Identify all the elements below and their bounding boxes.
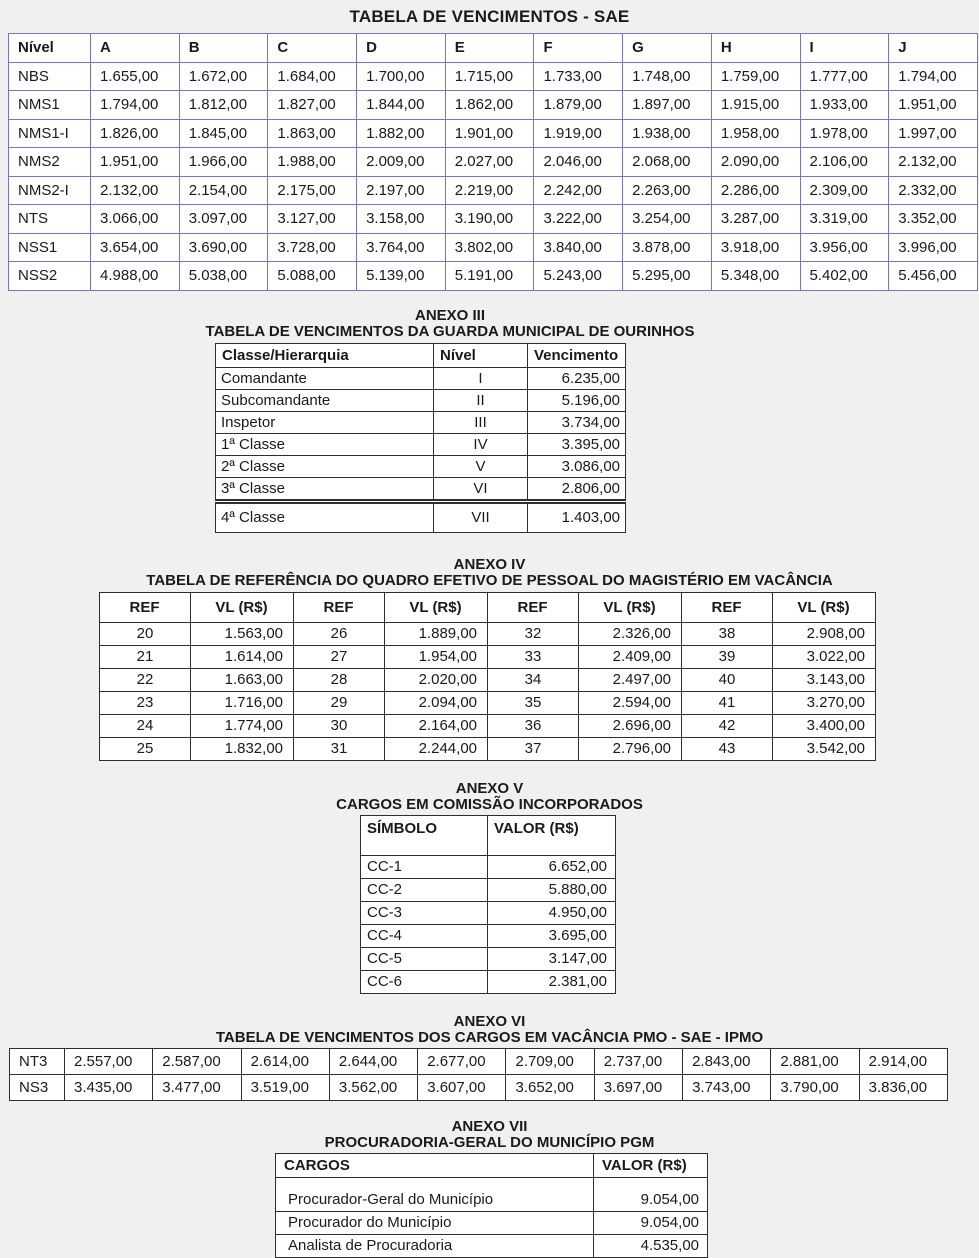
anexo7-header-cell: CARGOS [276,1153,594,1177]
sae-cell: 2.068,00 [623,148,712,177]
anexo4-cell: 26 [294,622,385,645]
anexo3-cell: 2.806,00 [528,477,626,501]
anexo5-cell: 3.147,00 [488,947,616,970]
anexo4-header-cell: VL (R$) [385,592,488,622]
anexo5-header-cell: VALOR (R$) [488,815,616,855]
anexo7-cell: Analista de Procuradoria [276,1234,594,1257]
anexo6-cell: 2.737,00 [594,1048,682,1074]
anexo3-cell: III [434,411,528,433]
anexo5-heading: ANEXO V [455,779,524,797]
anexo4-cell: 3.022,00 [773,645,876,668]
table-row [361,878,616,901]
anexo4-header-cell: REF [682,592,773,622]
anexo4-cell: 2.696,00 [579,714,682,737]
sae-cell: 1.826,00 [91,119,180,148]
anexo4-cell: 39 [682,645,773,668]
sae-cell: 1.882,00 [357,119,446,148]
anexo3-cell: 2ª Classe [216,455,434,477]
sae-cell: NSS1 [9,233,91,262]
anexo5-section [0,781,979,994]
table-row [9,205,978,234]
sae-cell: 2.242,00 [534,176,623,205]
anexo5-cell: CC-1 [361,855,488,878]
anexo4-cell: 20 [100,622,191,645]
sae-cell: 3.066,00 [91,205,180,234]
sae-cell: 1.933,00 [800,91,889,120]
anexo4-cell: 37 [488,737,579,760]
sae-cell: 1.863,00 [268,119,357,148]
anexo3-cell: IV [434,433,528,455]
sae-cell: 2.309,00 [800,176,889,205]
anexo7-cell: 9.054,00 [594,1211,708,1234]
table-row [216,433,626,455]
anexo4-cell: 1.614,00 [191,645,294,668]
anexo3-header-row [216,343,626,367]
anexo7-header-cell: VALOR (R$) [594,1153,708,1177]
table-row [276,1234,708,1257]
anexo4-cell: 2.497,00 [579,668,682,691]
sae-cell: NTS [9,205,91,234]
anexo3-cell: 1.403,00 [528,501,626,532]
sae-cell: 5.456,00 [889,262,978,291]
sae-header-cell: D [357,34,446,63]
sae-cell: 3.222,00 [534,205,623,234]
anexo3-cell: 6.235,00 [528,367,626,389]
sae-cell: 3.654,00 [91,233,180,262]
anexo7-cell: Procurador do Município [276,1211,594,1234]
anexo5-cell: CC-2 [361,878,488,901]
table-row [10,1048,948,1074]
anexo3-cell: 1ª Classe [216,433,434,455]
sae-cell: 3.840,00 [534,233,623,262]
sae-cell: 3.690,00 [179,233,268,262]
anexo4-cell: 1.889,00 [385,622,488,645]
anexo4-cell: 34 [488,668,579,691]
anexo3-header-cell: Vencimento [528,343,626,367]
anexo4-cell: 2.908,00 [773,622,876,645]
sae-cell: 2.154,00 [179,176,268,205]
anexo4-cell: 24 [100,714,191,737]
sae-header-cell: I [800,34,889,63]
sae-cell: 4.988,00 [91,262,180,291]
table-row [9,91,978,120]
anexo4-cell: 2.244,00 [385,737,488,760]
sae-cell: NBS [9,62,91,91]
table-row [9,176,978,205]
sae-cell: 1.978,00 [800,119,889,148]
sae-header-cell: B [179,34,268,63]
sae-cell: 3.956,00 [800,233,889,262]
sae-cell: 5.295,00 [623,262,712,291]
anexo3-header-cell: Classe/Hierarquia [216,343,434,367]
sae-vencimentos-table [8,33,978,291]
anexo6-cell: 3.652,00 [506,1074,594,1100]
anexo5-header-row [361,815,616,855]
sae-cell: 3.097,00 [179,205,268,234]
anexo3-cell: 3.734,00 [528,411,626,433]
sae-cell: 1.997,00 [889,119,978,148]
sae-cell: 1.715,00 [445,62,534,91]
table-row [100,691,876,714]
anexo6-section [0,1014,979,1101]
sae-header-cell: G [623,34,712,63]
sae-header-cell: H [711,34,800,63]
anexo3-cell: 3.086,00 [528,455,626,477]
sae-cell: 2.263,00 [623,176,712,205]
anexo7-subtitle: PROCURADORIA-GERAL DO MUNICÍPIO PGM [324,1133,655,1151]
sae-cell: 2.090,00 [711,148,800,177]
sae-cell: 1.958,00 [711,119,800,148]
anexo4-cell: 3.143,00 [773,668,876,691]
anexo6-cell: 2.587,00 [153,1048,241,1074]
table-row [100,714,876,737]
anexo4-cell: 3.270,00 [773,691,876,714]
anexo6-cell: 3.562,00 [329,1074,417,1100]
sae-cell: 5.088,00 [268,262,357,291]
anexo4-cell: 2.326,00 [579,622,682,645]
anexo4-cell: 21 [100,645,191,668]
table-row [9,262,978,291]
anexo6-cell: 3.743,00 [683,1074,771,1100]
anexo4-cell: 35 [488,691,579,714]
anexo4-cell: 3.400,00 [773,714,876,737]
anexo6-cell: 3.607,00 [418,1074,506,1100]
table-row [9,119,978,148]
anexo3-cell: Comandante [216,367,434,389]
anexo4-cell: 40 [682,668,773,691]
table-row [100,737,876,760]
anexo4-header-cell: VL (R$) [191,592,294,622]
anexo5-cell: CC-5 [361,947,488,970]
sae-header-cell: E [445,34,534,63]
sae-cell: 3.190,00 [445,205,534,234]
anexo5-cell: 6.652,00 [488,855,616,878]
sae-table-title: TABELA DE VENCIMENTOS - SAE [349,7,630,26]
anexo4-cell: 31 [294,737,385,760]
anexo4-cell: 30 [294,714,385,737]
table-row [9,148,978,177]
anexo3-cell: V [434,455,528,477]
sae-cell: 2.332,00 [889,176,978,205]
sae-header-cell: J [889,34,978,63]
sae-cell: 1.844,00 [357,91,446,120]
anexo3-cell: VI [434,477,528,501]
sae-cell: 1.966,00 [179,148,268,177]
sae-cell: NMS1-I [9,119,91,148]
anexo4-cell: 23 [100,691,191,714]
anexo5-cell: 5.880,00 [488,878,616,901]
anexo6-cell: 3.836,00 [859,1074,947,1100]
sae-cell: 3.996,00 [889,233,978,262]
sae-header-cell: Nível [9,34,91,63]
sae-cell: 1.951,00 [91,148,180,177]
table-row [361,855,616,878]
anexo7-cell: Procurador-Geral do Município [276,1177,594,1211]
anexo3-table [215,343,626,533]
anexo6-cell: 3.435,00 [65,1074,153,1100]
anexo6-cell: 3.519,00 [241,1074,329,1100]
table-row [276,1211,708,1234]
anexo4-header-cell: REF [294,592,385,622]
anexo7-header-row [276,1153,708,1177]
sae-cell: 5.348,00 [711,262,800,291]
table-row [9,62,978,91]
anexo4-cell: 28 [294,668,385,691]
anexo3-section [0,308,979,533]
anexo4-subtitle: TABELA DE REFERÊNCIA DO QUADRO EFETIVO DE PESSOAL DO MAGISTÉRIO EM VACÂNCIA [146,571,833,589]
sae-cell: 1.759,00 [711,62,800,91]
anexo5-cell: CC-3 [361,901,488,924]
anexo4-table [99,592,876,761]
sae-cell: 3.352,00 [889,205,978,234]
sae-cell: 2.132,00 [91,176,180,205]
sae-cell: 5.191,00 [445,262,534,291]
table-row [361,970,616,993]
sae-cell: 3.127,00 [268,205,357,234]
table-row [216,455,626,477]
anexo4-cell: 1.954,00 [385,645,488,668]
anexo4-cell: 38 [682,622,773,645]
anexo7-cell: 9.054,00 [594,1177,708,1211]
anexo3-heading: ANEXO III [414,306,485,324]
table-row [216,501,626,532]
anexo4-cell: 1.716,00 [191,691,294,714]
sae-cell: 1.684,00 [268,62,357,91]
sae-cell: 1.988,00 [268,148,357,177]
anexo6-cell: 3.790,00 [771,1074,859,1100]
anexo7-table [275,1153,708,1258]
anexo5-cell: 2.381,00 [488,970,616,993]
anexo6-cell: 3.697,00 [594,1074,682,1100]
sae-cell: 3.287,00 [711,205,800,234]
anexo6-table [9,1048,948,1101]
anexo3-cell: VII [434,501,528,532]
sae-cell: 2.219,00 [445,176,534,205]
sae-cell: 1.938,00 [623,119,712,148]
anexo5-table [360,815,616,994]
sae-header-cell: F [534,34,623,63]
anexo5-cell: 4.950,00 [488,901,616,924]
anexo4-cell: 36 [488,714,579,737]
anexo3-cell: 4ª Classe [216,501,434,532]
anexo6-subtitle: TABELA DE VENCIMENTOS DOS CARGOS EM VACÂNCIA PMO - SAE - IPMO [215,1028,764,1046]
anexo4-header-row [100,592,876,622]
anexo3-cell: 3ª Classe [216,477,434,501]
anexo6-cell: 2.614,00 [241,1048,329,1074]
table-row [216,367,626,389]
anexo4-cell: 2.409,00 [579,645,682,668]
table-row [100,668,876,691]
anexo4-cell: 2.020,00 [385,668,488,691]
anexo4-section [0,557,979,761]
anexo6-cell: 2.881,00 [771,1048,859,1074]
sae-cell: 5.243,00 [534,262,623,291]
anexo6-cell: 2.557,00 [65,1048,153,1074]
anexo4-cell: 1.563,00 [191,622,294,645]
anexo6-heading: ANEXO VI [453,1012,526,1030]
sae-cell: 2.106,00 [800,148,889,177]
sae-cell: 1.748,00 [623,62,712,91]
sae-header-row [9,34,978,63]
sae-cell: 3.764,00 [357,233,446,262]
table-row [361,947,616,970]
anexo4-cell: 2.094,00 [385,691,488,714]
anexo5-cell: 3.695,00 [488,924,616,947]
anexo7-cell: 4.535,00 [594,1234,708,1257]
sae-cell: 2.175,00 [268,176,357,205]
sae-cell: 2.027,00 [445,148,534,177]
sae-cell: 5.139,00 [357,262,446,291]
anexo5-header-cell: SÍMBOLO [361,815,488,855]
anexo4-cell: 25 [100,737,191,760]
sae-cell: 1.862,00 [445,91,534,120]
anexo5-subtitle: CARGOS EM COMISSÃO INCORPORADOS [336,795,643,813]
sae-cell: 1.794,00 [889,62,978,91]
sae-cell: 3.158,00 [357,205,446,234]
sae-cell: 1.897,00 [623,91,712,120]
anexo4-cell: 3.542,00 [773,737,876,760]
anexo6-cell: 2.709,00 [506,1048,594,1074]
sae-cell: 1.655,00 [91,62,180,91]
sae-header-cell: C [268,34,357,63]
anexo4-header-cell: VL (R$) [579,592,682,622]
sae-cell: 1.672,00 [179,62,268,91]
table-row [216,411,626,433]
anexo4-cell: 43 [682,737,773,760]
sae-cell: 1.919,00 [534,119,623,148]
sae-cell: NMS2 [9,148,91,177]
anexo6-cell: 2.644,00 [329,1048,417,1074]
sae-cell: 2.132,00 [889,148,978,177]
anexo6-cell: 2.677,00 [418,1048,506,1074]
anexo3-cell: 3.395,00 [528,433,626,455]
anexo4-cell: 1.663,00 [191,668,294,691]
anexo4-cell: 1.832,00 [191,737,294,760]
anexo4-cell: 2.796,00 [579,737,682,760]
anexo6-cell: 2.914,00 [859,1048,947,1074]
sae-cell: NMS2-I [9,176,91,205]
table-row [100,645,876,668]
anexo3-header-cell: Nível [434,343,528,367]
sae-header-cell: A [91,34,180,63]
sae-cell: 2.046,00 [534,148,623,177]
anexo7-section [0,1119,979,1258]
sae-cell: 2.286,00 [711,176,800,205]
table-row [100,622,876,645]
anexo4-cell: 22 [100,668,191,691]
sae-cell: 2.009,00 [357,148,446,177]
anexo5-cell: CC-4 [361,924,488,947]
anexo6-cell: NT3 [10,1048,65,1074]
sae-cell: 1.700,00 [357,62,446,91]
table-row [361,901,616,924]
sae-cell: 2.197,00 [357,176,446,205]
table-row [10,1074,948,1100]
sae-cell: 3.728,00 [268,233,357,262]
anexo3-cell: Inspetor [216,411,434,433]
table-row [276,1177,708,1211]
table-row [216,389,626,411]
sae-cell: 1.915,00 [711,91,800,120]
sae-cell: 3.319,00 [800,205,889,234]
anexo4-header-cell: REF [488,592,579,622]
anexo4-header-cell: REF [100,592,191,622]
anexo4-cell: 1.774,00 [191,714,294,737]
sae-cell: 1.845,00 [179,119,268,148]
sae-cell: 3.918,00 [711,233,800,262]
sae-cell: 1.733,00 [534,62,623,91]
sae-cell: 5.402,00 [800,262,889,291]
table-row [9,233,978,262]
anexo4-cell: 2.594,00 [579,691,682,714]
anexo4-cell: 2.164,00 [385,714,488,737]
anexo6-cell: NS3 [10,1074,65,1100]
anexo3-cell: 5.196,00 [528,389,626,411]
sae-cell: 1.827,00 [268,91,357,120]
table-row [216,477,626,501]
sae-cell: 3.802,00 [445,233,534,262]
sae-cell: NMS1 [9,91,91,120]
sae-cell: 1.951,00 [889,91,978,120]
table-row [361,924,616,947]
sae-cell: 1.794,00 [91,91,180,120]
anexo6-cell: 2.843,00 [683,1048,771,1074]
sae-cell: 1.812,00 [179,91,268,120]
anexo6-cell: 3.477,00 [153,1074,241,1100]
anexo3-cell: II [434,389,528,411]
sae-cell: NSS2 [9,262,91,291]
sae-cell: 1.901,00 [445,119,534,148]
anexo3-cell: Subcomandante [216,389,434,411]
anexo4-cell: 42 [682,714,773,737]
sae-cell: 1.879,00 [534,91,623,120]
anexo4-cell: 27 [294,645,385,668]
sae-cell: 1.777,00 [800,62,889,91]
anexo5-cell: CC-6 [361,970,488,993]
anexo4-heading: ANEXO IV [453,555,526,573]
anexo3-subtitle: TABELA DE VENCIMENTOS DA GUARDA MUNICIPAL DE OURINHOS [205,322,695,340]
sae-cell: 3.878,00 [623,233,712,262]
anexo4-header-cell: VL (R$) [773,592,876,622]
sae-cell: 5.038,00 [179,262,268,291]
anexo4-cell: 29 [294,691,385,714]
anexo3-cell: I [434,367,528,389]
anexo7-heading: ANEXO VII [451,1117,528,1135]
anexo4-cell: 32 [488,622,579,645]
anexo4-cell: 41 [682,691,773,714]
sae-cell: 3.254,00 [623,205,712,234]
anexo4-cell: 33 [488,645,579,668]
